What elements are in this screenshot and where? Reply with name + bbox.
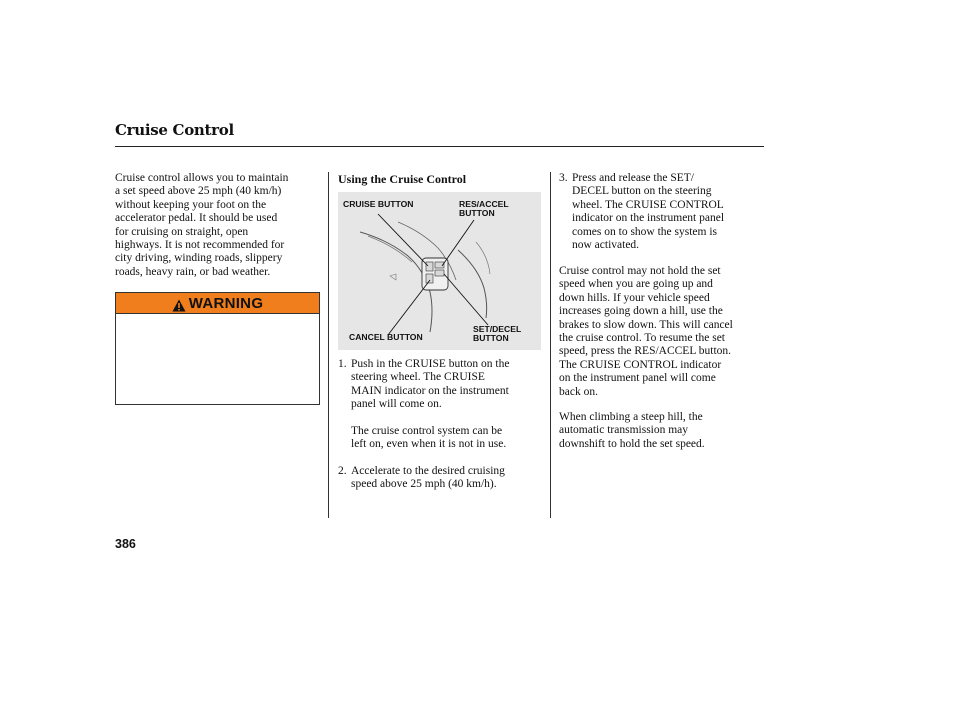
text-line: The CRUISE CONTROL indicator bbox=[559, 358, 722, 371]
title-rule bbox=[115, 146, 764, 147]
text-line: on the instrument panel will come bbox=[559, 372, 716, 385]
text-line: automatic transmission may bbox=[559, 424, 689, 437]
text-line: speed, press the RES/ACCEL button. bbox=[559, 345, 732, 358]
text-line: steering wheel. The CRUISE bbox=[351, 371, 485, 384]
label-res-accel-button bbox=[459, 200, 509, 219]
text-line: Press and release the SET/ bbox=[572, 172, 694, 184]
label-line: BUTTON bbox=[473, 333, 509, 344]
column-divider-left bbox=[328, 172, 329, 518]
label-line: BUTTON bbox=[459, 208, 495, 219]
text-line: DECEL button on the steering bbox=[572, 185, 712, 198]
label-cancel-button: CANCEL BUTTON bbox=[349, 332, 423, 342]
text-line: indicator on the instrument panel bbox=[572, 212, 725, 225]
step-text bbox=[351, 358, 509, 412]
intro-paragraph bbox=[115, 172, 325, 279]
text-line: downshift to hold the set speed. bbox=[559, 437, 705, 450]
step-text bbox=[572, 172, 724, 252]
text-line: now activated. bbox=[572, 239, 640, 252]
text-line: for cruising on straight, open bbox=[115, 225, 249, 238]
text-line: Accelerate to the desired cruising bbox=[351, 465, 505, 477]
text-line: Push in the CRUISE button on the bbox=[351, 358, 510, 370]
steering-wheel-figure bbox=[338, 192, 541, 350]
text-line: comes on to show the system is bbox=[572, 225, 718, 238]
step-3 bbox=[559, 172, 769, 256]
text-line: accelerator pedal. It should be used bbox=[115, 212, 278, 225]
warning-triangle-icon bbox=[172, 297, 186, 310]
step-1-note bbox=[351, 425, 546, 452]
text-line: When climbing a steep hill, the bbox=[559, 411, 703, 423]
text-line: panel will come on. bbox=[351, 398, 442, 411]
text-line: the cruise control. To resume the set bbox=[559, 332, 726, 345]
subheading: Using the Cruise Control bbox=[338, 172, 467, 186]
hill-paragraph bbox=[559, 265, 769, 399]
text-line: roads, heavy rain, or bad weather. bbox=[115, 265, 271, 278]
text-line: city driving, winding roads, slippery bbox=[115, 252, 283, 265]
text-line: Cruise control allows you to maintain bbox=[115, 172, 289, 184]
text-line: The cruise control system can be bbox=[351, 425, 503, 437]
label-set-decel-button bbox=[473, 325, 521, 344]
text-line: without keeping your foot on the bbox=[115, 198, 267, 211]
text-line: down hills. If your vehicle speed bbox=[559, 291, 710, 304]
text-line: Cruise control may not hold the set bbox=[559, 265, 721, 277]
warning-box bbox=[115, 292, 320, 405]
text-line: back on. bbox=[559, 385, 598, 398]
text-line: a set speed above 25 mph (40 km/h) bbox=[115, 185, 282, 198]
text-line: highways. It is not recommended for bbox=[115, 239, 285, 252]
step-number: 3. bbox=[559, 172, 568, 184]
step-2 bbox=[338, 465, 548, 495]
text-line: MAIN indicator on the instrument bbox=[351, 384, 509, 397]
page-number: 386 bbox=[115, 537, 136, 551]
step-1 bbox=[338, 358, 548, 418]
climb-paragraph bbox=[559, 411, 769, 451]
label-line: RES/ACCEL bbox=[459, 199, 509, 209]
text-line: wheel. The CRUISE CONTROL bbox=[572, 198, 724, 211]
column-divider-right bbox=[550, 172, 551, 518]
text-line: speed when you are going up and bbox=[559, 278, 713, 291]
text-line: increases going down a hill, use the bbox=[559, 305, 723, 318]
text-line: speed above 25 mph (40 km/h). bbox=[351, 478, 497, 491]
label-line: SET/DECEL bbox=[473, 324, 522, 334]
step-number: 1. bbox=[338, 358, 347, 370]
section-title: Cruise Control bbox=[115, 121, 234, 139]
step-number: 2. bbox=[338, 465, 347, 477]
warning-label: WARNING bbox=[188, 294, 264, 312]
step-text bbox=[351, 465, 505, 492]
warning-header bbox=[116, 293, 319, 314]
label-cruise-button: CRUISE BUTTON bbox=[343, 199, 414, 209]
text-line: left on, even when it is not in use. bbox=[351, 438, 507, 451]
text-line: brakes to slow down. This will cancel bbox=[559, 318, 733, 331]
